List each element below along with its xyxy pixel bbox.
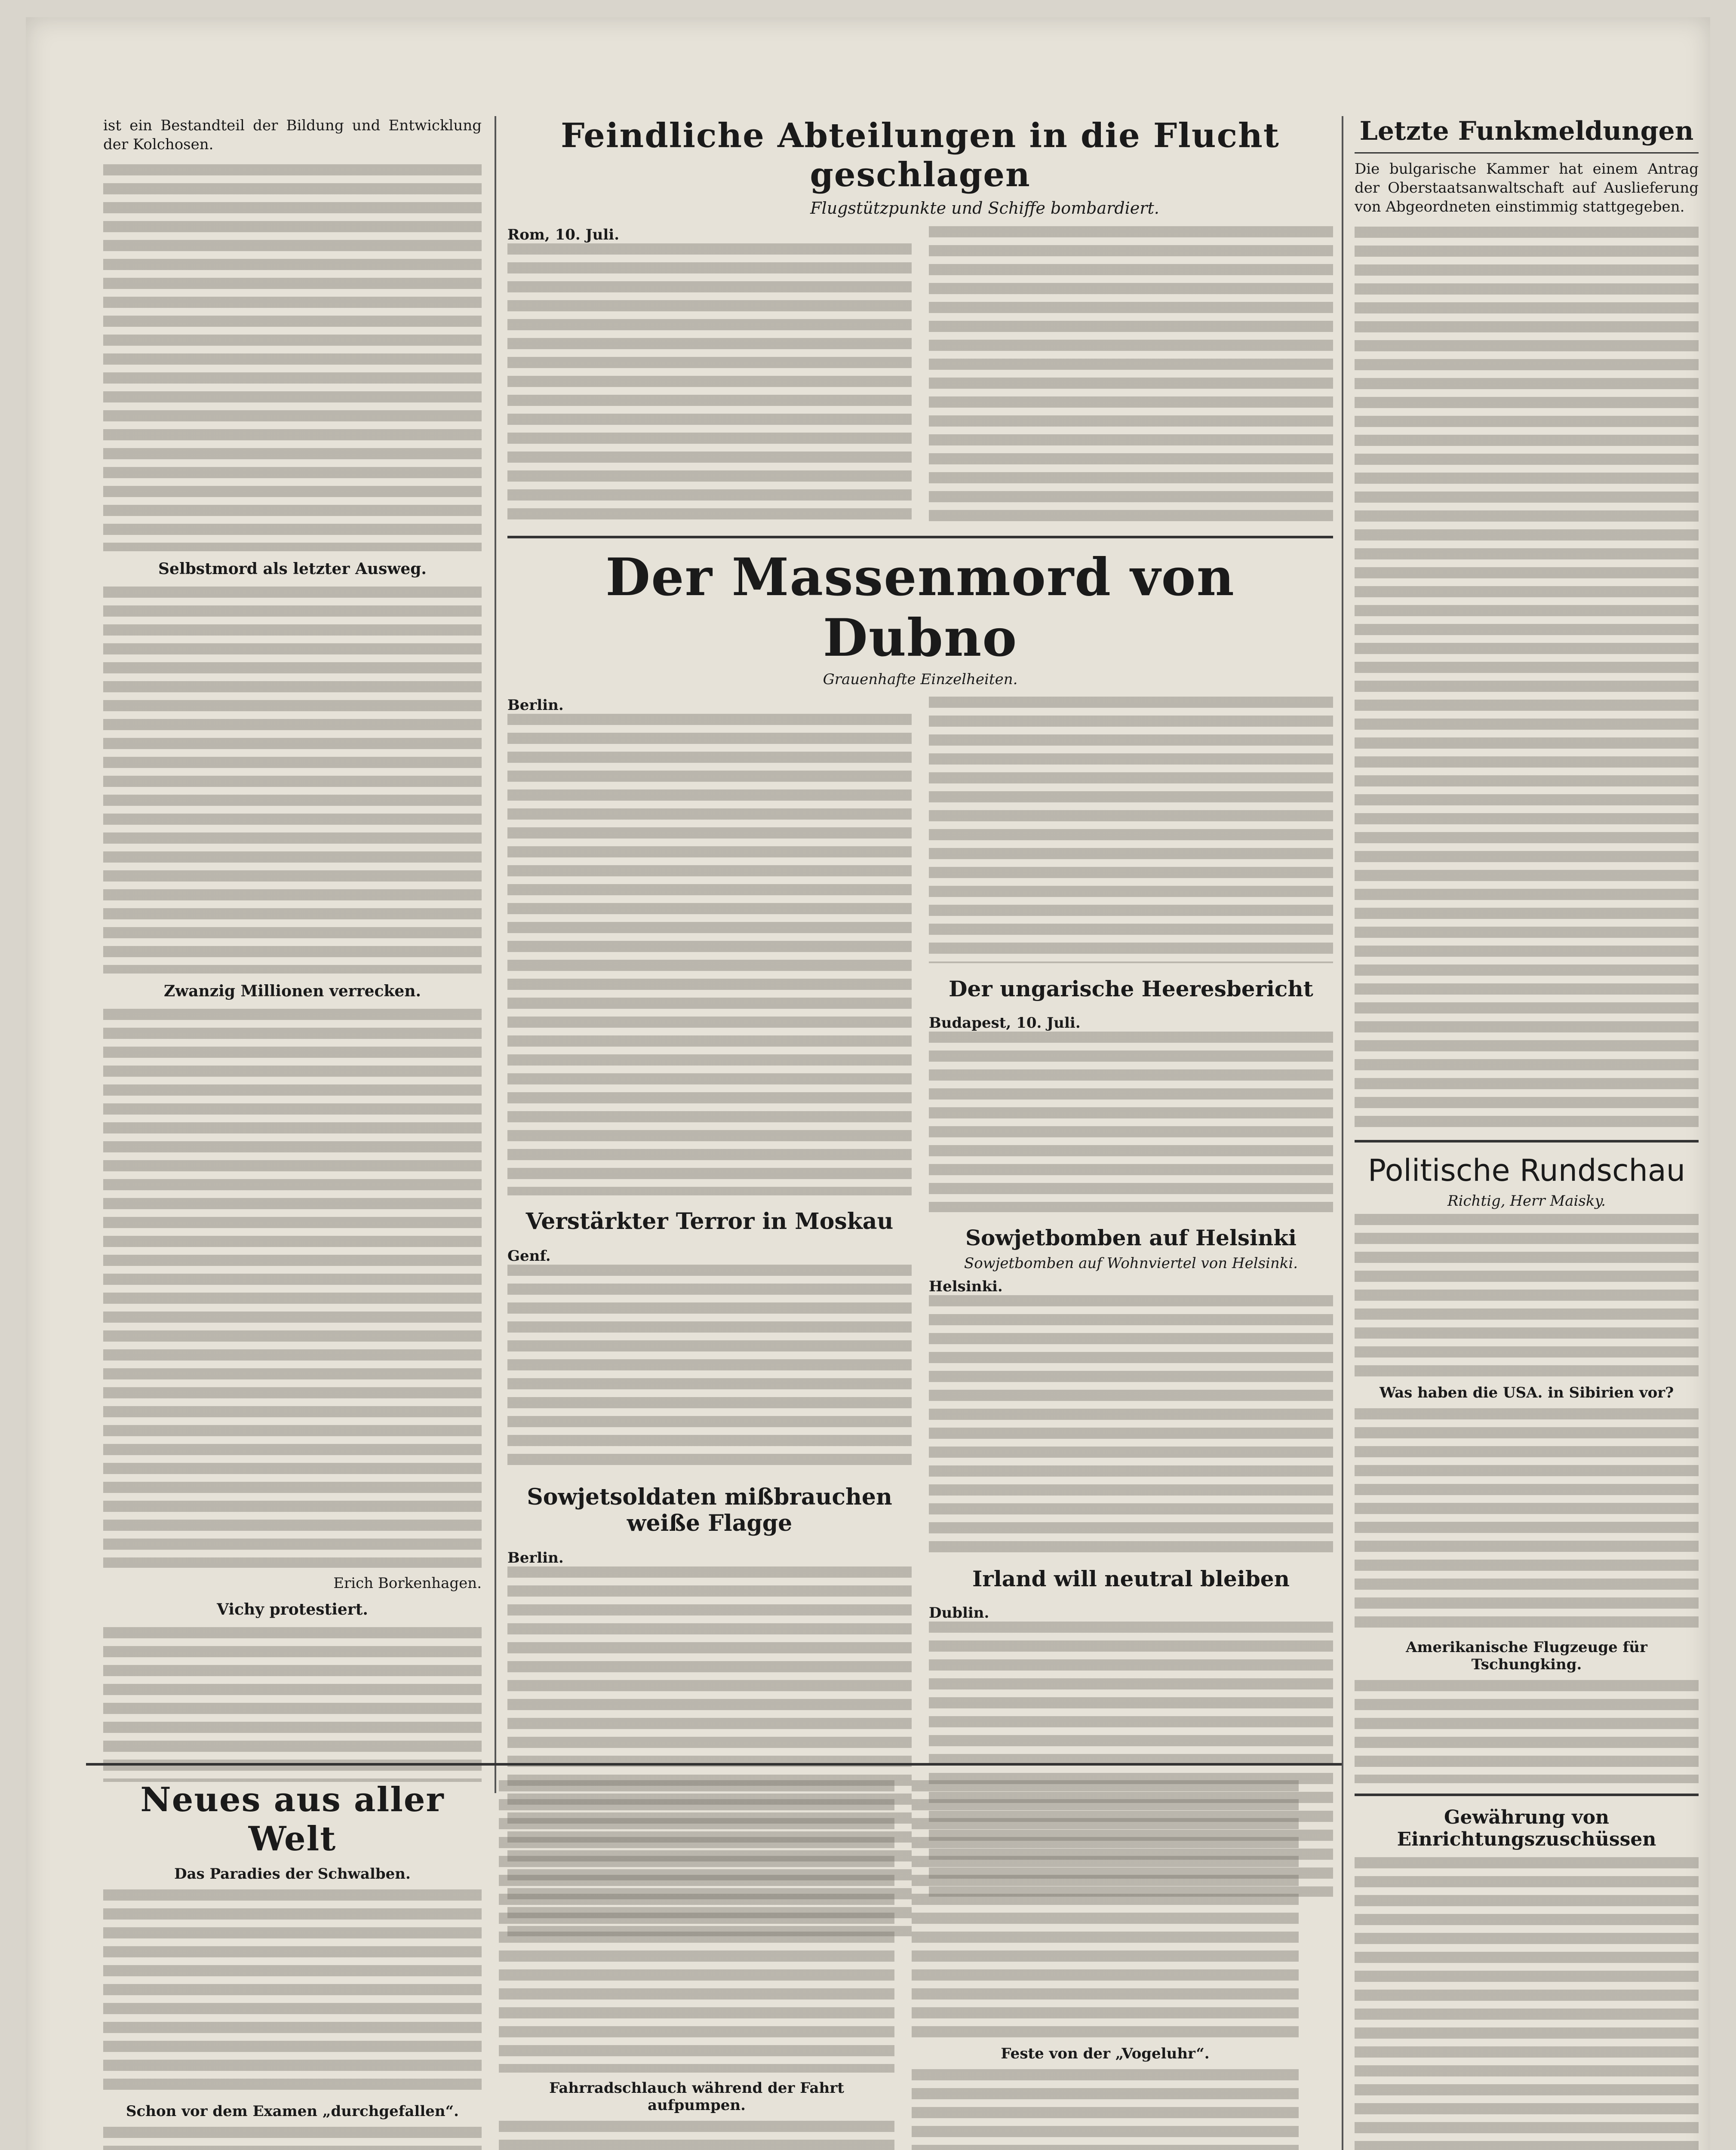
bottom-section	[103, 1780, 1333, 2150]
headline-helsinki: Sowjetbomben auf Helsinki	[965, 1225, 1297, 1250]
newspaper-page	[26, 17, 1710, 2150]
section-rule	[86, 1763, 1342, 1766]
headline-dubno: Der Massenmord von Dubno	[605, 547, 1235, 668]
body-examen	[103, 2127, 482, 2150]
subhead-fahrrad: Fahrradschlauch während der Fahrt aufpumpen.	[549, 2079, 844, 2114]
dateline-dublin: Dublin.	[929, 1604, 989, 1622]
subhead-examen: Schon vor dem Examen „durchgefallen“.	[126, 2103, 459, 2120]
column-rule	[1342, 116, 1343, 2150]
body-schwalben	[103, 1889, 482, 2096]
body-fuellfeder-2	[499, 1780, 894, 2073]
dateline-budapest: Budapest, 10. Juli.	[929, 1014, 1081, 1032]
section-rule	[1355, 1794, 1699, 1796]
funk-snippet: Die bulgarische Kammer hat einem Antrag der Oberstaatsanwaltschaft auf Auslieferung von Abgeordneten einstimmig stattgegeben.	[1355, 160, 1699, 215]
body-dubno-b	[929, 697, 1333, 963]
column-right	[1355, 116, 1699, 2150]
dateline-berlin: Berlin.	[507, 697, 564, 714]
subhead-helsinki: Sowjetbomben auf Wohnviertel von Helsinki.	[964, 1255, 1298, 1272]
body-flucht-a	[507, 243, 912, 523]
headline-rundschau: Politische Rundschau	[1367, 1153, 1686, 1188]
dateline-berlin-2: Berlin.	[507, 1549, 564, 1566]
col1-subhead-zwanzig: Zwanzig Millionen verrecken.	[163, 982, 421, 1000]
body-funkmeldungen	[1355, 227, 1699, 1130]
body-fahrrad	[499, 2121, 894, 2150]
dateline-rom: Rom, 10. Juli.	[507, 226, 620, 243]
col1-body-3	[103, 1009, 482, 1568]
section-rule	[1355, 1140, 1699, 1143]
headline-einrichtung: Gewährung von Einrichtungszuschüssen	[1397, 1806, 1656, 1850]
body-sibirien	[1355, 1408, 1699, 1632]
body-ungarisch	[929, 1032, 1333, 1212]
col1-intro: ist ein Bestandteil der Bildung und Entwicklung der Kolchosen.	[103, 117, 482, 153]
headline-neues: Neues aus aller Welt	[140, 1780, 445, 1858]
headline-flagge: Sowjetsoldaten mißbrauchen weiße Flagge	[527, 1484, 892, 1536]
dateline-genf: Genf.	[507, 1247, 551, 1265]
col1-author: Erich Borkenhagen.	[333, 1575, 482, 1592]
subhead-dubno: Grauenhafte Einzelheiten.	[823, 671, 1018, 688]
subhead-sibirien: Was haben die USA. in Sibirien vor?	[1379, 1384, 1674, 1401]
body-dubno-a	[507, 714, 912, 1195]
headline-funkmeldungen: Letzte Funkmeldungen	[1359, 116, 1694, 146]
body-vogeluhr	[912, 2069, 1299, 2150]
col1-subhead-selbstmord: Selbstmord als letzter Ausweg.	[158, 560, 427, 578]
column-left	[103, 116, 482, 1782]
subhead-flucht: Flugstützpunkte und Schiffe bombardiert.	[810, 199, 1159, 218]
section-rule	[1355, 152, 1699, 154]
section-rule	[507, 536, 1333, 538]
column-rule	[495, 116, 496, 1793]
body-terror	[507, 1265, 912, 1471]
column-center	[507, 116, 1333, 1936]
body-maisky	[1355, 1214, 1699, 1377]
col1-body-2	[103, 587, 482, 974]
subhead-tschungking: Amerikanische Flugzeuge für Tschungking.	[1406, 1639, 1647, 1673]
col1-subhead-vichy: Vichy protestiert.	[217, 1600, 368, 1619]
body-obus-2	[912, 1780, 1299, 2038]
col1-body-1	[103, 164, 482, 551]
subhead-schwalben: Das Paradies der Schwalben.	[174, 1865, 411, 1883]
headline-irland: Irland will neutral bleiben	[972, 1566, 1290, 1591]
dateline-helsinki: Helsinki.	[929, 1278, 1003, 1295]
subhead-maisky: Richtig, Herr Maisky.	[1447, 1192, 1606, 1210]
subhead-vogeluhr: Feste von der „Vogeluhr“.	[1001, 2045, 1210, 2062]
body-tschungking	[1355, 1680, 1699, 1783]
body-einrichtung	[1355, 1857, 1699, 2150]
headline-terror: Verstärkter Terror in Moskau	[525, 1208, 894, 1235]
body-helsinki	[929, 1295, 1333, 1553]
body-flucht-b	[929, 226, 1333, 527]
headline-ungarisch: Der ungarische Heeresbericht	[949, 976, 1313, 1001]
col1-body-4	[103, 1627, 482, 1782]
headline-flucht: Feindliche Abteilungen in die Flucht geschlagen	[561, 116, 1280, 194]
